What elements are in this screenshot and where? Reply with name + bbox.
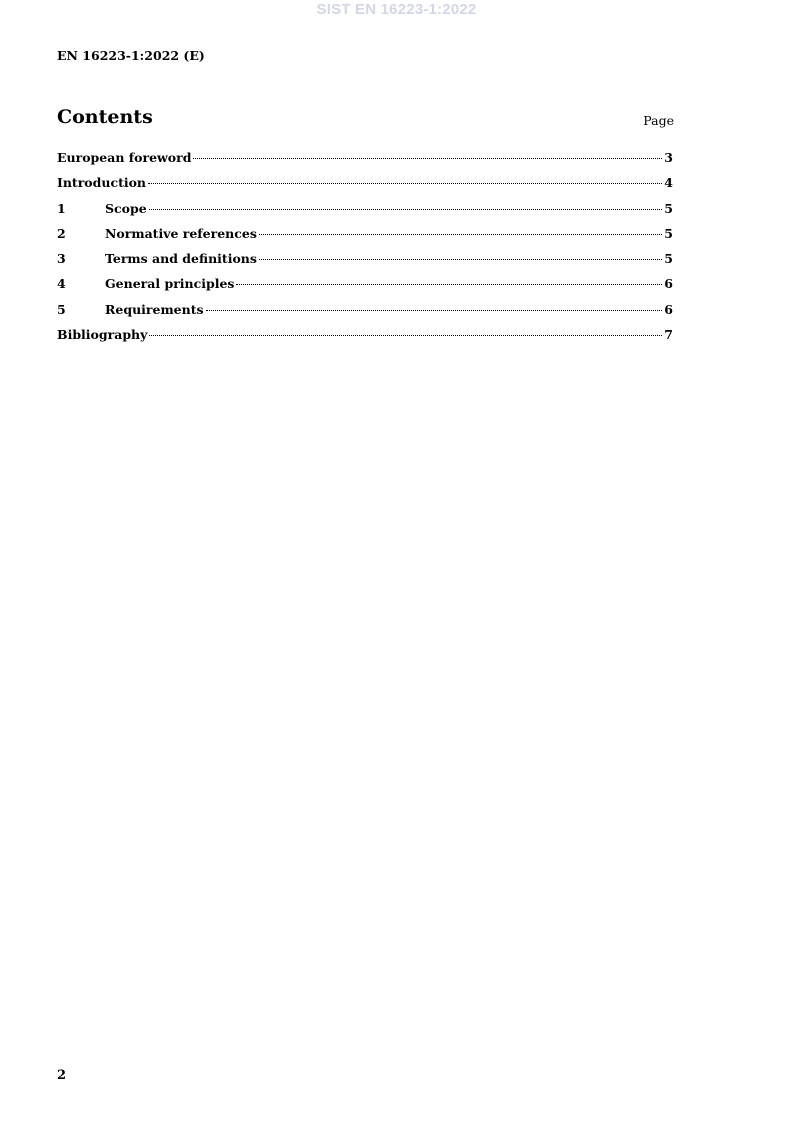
toc-entry-page: 5 [664,225,673,241]
toc-entry-european-foreword[interactable] [57,150,673,175]
toc-entry-normative-references[interactable] [57,226,673,251]
toc-entry-title: Introduction [57,175,147,191]
toc-entry-title: Requirements [105,301,204,317]
toc-entry-title: Terms and definitions [105,251,257,267]
toc-entry-page: 5 [664,200,673,216]
toc-entry-introduction[interactable] [57,175,673,200]
toc-entry-page: 3 [664,150,673,165]
toc-entry-title: Scope [105,200,147,216]
toc-dot-leader [193,158,662,159]
toc-dot-leader [259,234,662,235]
toc-entry-number: 5 [57,301,66,317]
toc-entry-page: 4 [664,175,673,191]
toc-entry-page: 6 [664,276,673,292]
toc-entry-scope[interactable] [57,201,673,226]
toc-entry-title: Normative references [105,225,257,241]
toc-entry-page: 5 [664,251,673,267]
page-column-label: Page [643,113,674,128]
toc-dot-leader [148,183,662,184]
page-number: 2 [57,1068,67,1083]
toc-dot-leader [149,209,663,210]
toc-dot-leader [149,335,662,336]
toc-entry-number: 2 [57,225,66,241]
toc-entry-number: 3 [57,251,66,267]
toc-entry-page: 6 [664,301,673,317]
toc-dot-leader [236,284,662,285]
toc-entry-number: 1 [57,200,66,216]
toc-entry-requirements[interactable] [57,302,673,327]
toc-entry-title: Bibliography [57,327,148,343]
toc-dot-leader [206,310,663,311]
watermark-text: SIST EN 16223-1:2022 [316,1,477,18]
table-of-contents [57,150,673,352]
toc-entry-title: European foreword [57,150,192,165]
toc-entry-terms-and-definitions[interactable] [57,251,673,276]
toc-entry-page: 7 [664,327,673,343]
toc-entry-bibliography[interactable] [57,327,673,352]
toc-dot-leader [259,259,662,260]
document-id-header: EN 16223-1:2022 (E) [57,48,205,63]
toc-entry-number: 4 [57,276,66,292]
toc-entry-title: General principles [105,276,235,292]
contents-title: Contents [57,106,153,128]
toc-entry-general-principles[interactable] [57,276,673,301]
